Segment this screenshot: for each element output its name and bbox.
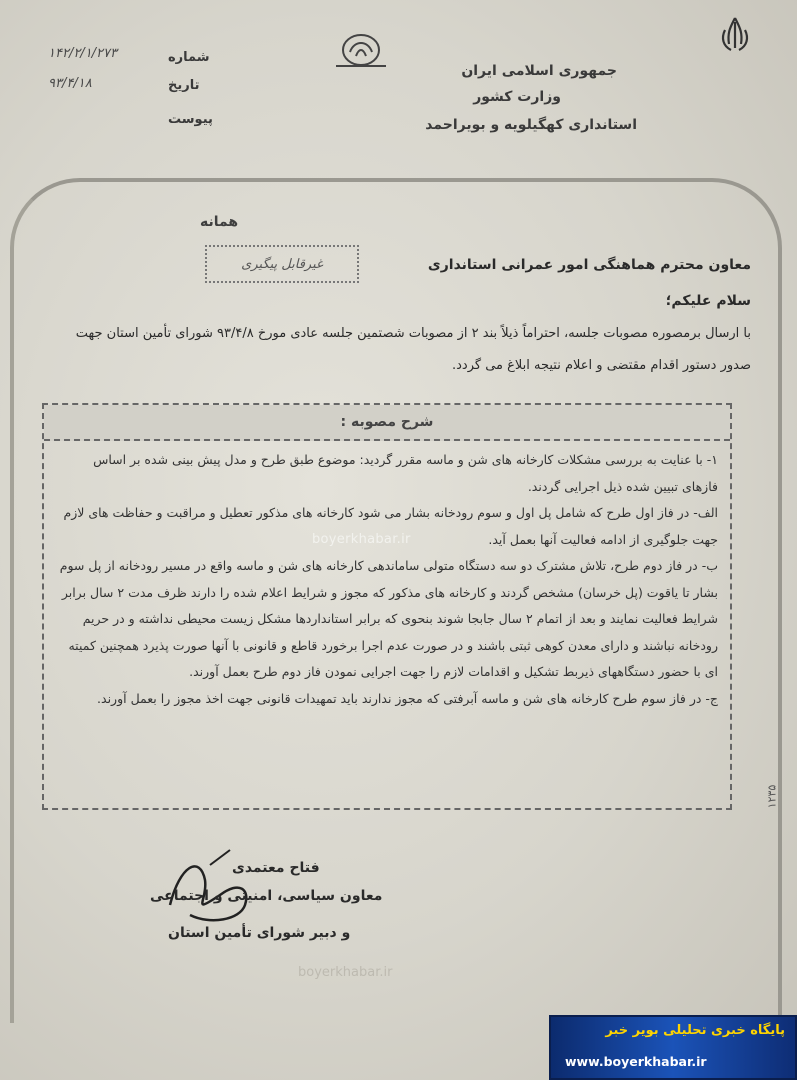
banner-url-link[interactable]: www.boyerkhabar.ir: [565, 1054, 707, 1069]
number-value: ۱۴۲/۲/۱/۲۷۳: [48, 46, 117, 61]
resolution-body: [44, 441, 730, 712]
watermark-text: boyerkhabar.ir: [312, 532, 411, 547]
header-line-governorate: استانداری کهگیلویه و بویراحمد: [425, 117, 637, 133]
iran-emblem-icon: [713, 14, 757, 54]
number-label: شماره: [168, 50, 210, 65]
handwritten-note: همانه: [200, 214, 239, 230]
banner-title: پایگاه خبری تحلیلی بویر خبر: [605, 1023, 785, 1038]
intro-paragraph: با ارسال برمصوره مصوبات جلسه، احتراماً ذیلاً بند ۲ از مصوبات شصتمین جلسه عادی مورخ ۹۳/۴/۸ شورای تأمین استان جهت صدور دستور اقدام مقتضی و اعلام نتیجه ابلاغ می گردد.: [75, 326, 751, 373]
signatory-name: فتاح معتمدی: [232, 860, 320, 876]
signatory-title-1: معاون سیاسی، امنیتی و اجتماعی: [150, 888, 383, 904]
watermark-text-lower: boyerkhabar.ir: [298, 965, 393, 980]
greeting: سلام علیکم؛: [665, 293, 751, 309]
header-line-ministry: وزارت کشور: [473, 89, 561, 105]
signatory-title-2: و دبیر شورای تأمین استان: [168, 925, 351, 941]
date-label: تاریخ: [168, 78, 200, 93]
recipient-line: معاون محترم هماهنگی امور عمرانی استانداری: [427, 257, 751, 273]
clause-be: ب- در فاز دوم طرح، تلاش مشترک دو سه دستگاه متولی ساماندهی کارخانه های شن و ماسه واقع در مسیر رودخانه از پل سوم بشار تا یاقوت (پل خرسان) مشخص گردند و کارخانه های مذکور که مجوز و شرایط اعلام شده را دارند ظرف مدت ۲ سال برابر شرایط فعالیت نمایند و بعد از اتمام ۲ سال جابجا شوند بنحوی که برابر استانداردها مشکل زیست محیطی نداشته و در حریم رودخانه نباشند و دارای معدن کوهی ثبتی باشند و در صورت عدم اجرا برخورد قاطع و قانونی با آنها صورت پذیرد همچنین کمیته ای با حضور دستگاههای ذیربط تشکیل و اقدامات لازم را جهت اجرایی نمودن فاز دوم طرح بعمل آورند.: [59, 558, 718, 679]
news-site-banner[interactable]: [549, 1015, 797, 1080]
attachment-label: پیوست: [168, 112, 213, 127]
clause-alef: الف- در فاز اول طرح که شامل پل اول و سوم رودخانه بشار می شود کارخانه های مذکور تعطیل و مراقبت و حفاظت های لازم جهت جلوگیری از ادامه فعالیت آنها بعمل آید.: [63, 505, 718, 547]
clause-1: ۱- با عنایت به بررسی مشکلات کارخانه های شن و ماسه مقرر گردید: موضوع طبق طرح و مدل پیش بینی شده بر اساس فازهای تبیین شده ذیل اجرایی گردند.: [93, 452, 718, 494]
dotted-stamp: غیرقابل پیگیری: [205, 245, 359, 283]
clause-jim: ج- در فاز سوم طرح کارخانه های شن و ماسه آبرفتی که مجوز ندارند باید تمهیدات قانونی جهت اخذ مجوز را بعمل آورند.: [97, 690, 718, 706]
resolution-title: شرح مصوبه :: [44, 405, 730, 441]
header-line-republic: جمهوری اسلامی ایران: [461, 63, 617, 79]
side-number: ۱۲۳۵: [765, 784, 779, 809]
resolution-box: [42, 403, 732, 810]
date-value: ۹۳/۴/۱۸: [48, 76, 92, 91]
governorate-logo-icon: [326, 30, 396, 70]
